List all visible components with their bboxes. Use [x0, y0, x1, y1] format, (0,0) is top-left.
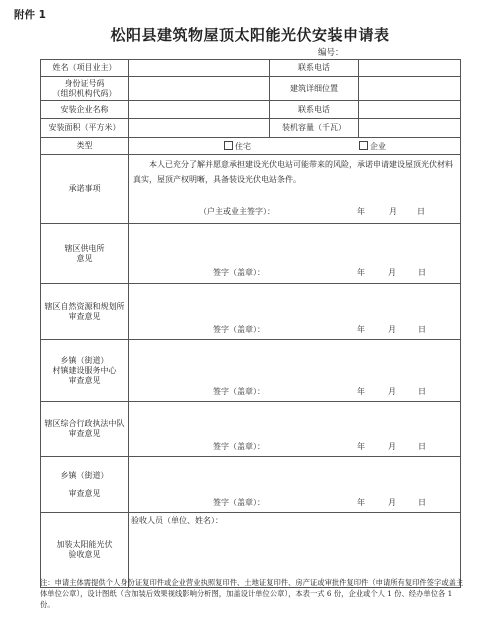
- township-opinion-label: 乡镇（街道） 审查意见: [41, 457, 129, 513]
- id-number-label: 身份证号码 （组织机构代码）: [41, 77, 129, 101]
- review-day: 日: [418, 268, 426, 277]
- review-day: 日: [418, 442, 426, 451]
- owner-name-label: 姓名（项目业主）: [41, 60, 129, 77]
- area-row: [41, 119, 461, 138]
- village-construction-opinion-label: 乡镇（街道） 村镇建设服务中心 审查意见: [41, 340, 129, 402]
- review-day: 日: [418, 387, 426, 396]
- review-year: 年: [357, 387, 365, 396]
- review-month: 月: [388, 268, 396, 277]
- acceptance-opinion-label: 加装太阳能光伏 验收意见: [41, 513, 129, 588]
- enterprise-checkbox[interactable]: [359, 141, 368, 150]
- law-enforcement-opinion-cell[interactable]: [129, 402, 461, 457]
- review-year: 年: [357, 268, 365, 277]
- review-signature-label: 签字（盖章）：: [213, 325, 265, 334]
- promise-label: 承诺事项: [41, 155, 129, 224]
- promise-statement: 本人已充分了解并愿意承担建设光伏电站可能带来的风险，承诺申请建设屋顶光伏材料真实，屋顶产权明晰，具备装设光伏电站条件。: [133, 160, 453, 184]
- application-form-table: [40, 59, 461, 588]
- review-row: [41, 224, 461, 284]
- id-number-field[interactable]: [129, 77, 270, 101]
- promise-month: 月: [389, 207, 397, 216]
- install-area-label: 安装面积（平方米）: [41, 119, 129, 138]
- township-opinion-cell[interactable]: [129, 457, 461, 513]
- review-year: 年: [357, 498, 365, 507]
- review-year: 年: [357, 442, 365, 451]
- serial-number-label: 编号：: [318, 48, 344, 58]
- review-signature-label: 签字（盖章）：: [213, 387, 265, 396]
- contact-phone-field[interactable]: [359, 60, 461, 77]
- village-construction-opinion-cell[interactable]: [129, 340, 461, 402]
- review-row: [41, 340, 461, 402]
- natural-resources-opinion-cell[interactable]: [129, 284, 461, 340]
- review-row: [41, 402, 461, 457]
- owner-signature-label: （户主或业主签字）：: [199, 207, 275, 216]
- review-signature-label: 签字（盖章）：: [213, 442, 265, 451]
- attachment-label: 附件 1: [14, 9, 46, 21]
- company-row: [41, 101, 461, 119]
- type-option-enterprise[interactable]: 企业: [359, 141, 386, 152]
- id-row: [41, 77, 461, 101]
- promise-day: 日: [417, 207, 425, 216]
- type-row: [41, 138, 461, 155]
- install-area-field[interactable]: [129, 119, 270, 138]
- type-options: [129, 138, 461, 155]
- company-phone-field[interactable]: [359, 101, 461, 119]
- review-day: 日: [418, 325, 426, 334]
- review-signature-label: 签字（盖章）：: [213, 268, 265, 277]
- review-year: 年: [357, 325, 365, 334]
- capacity-label: 装机容量（千瓦）: [270, 119, 359, 138]
- promise-year: 年: [357, 207, 365, 216]
- owner-name-field[interactable]: [129, 60, 270, 77]
- residential-checkbox[interactable]: [224, 141, 233, 150]
- law-enforcement-opinion-label: 辖区综合行政执法中队 审查意见: [41, 402, 129, 457]
- company-phone-label: 联系电话: [270, 101, 359, 119]
- name-row: [41, 60, 461, 77]
- natural-resources-opinion-label: 辖区自然资源和规划所 审查意见: [41, 284, 129, 340]
- review-month: 月: [388, 325, 396, 334]
- power-station-opinion-label: 辖区供电所 意见: [41, 224, 129, 284]
- review-month: 月: [388, 498, 396, 507]
- review-signature-label: 签字（盖章）：: [213, 498, 265, 507]
- review-day: 日: [418, 498, 426, 507]
- inspector-label: 验收人员（单位、姓名）：: [131, 516, 223, 525]
- footnote: 注：申请主体需提供个人身份证复印件或企业营业执照复印件、土地证复印件、房产证或审批件复印件（申请所有复印件签字或盖主体单位公章），设计图纸（含加装后效果视线影响分析图，加盖设计单位公章），本表一式 6 份，企业或个人 1 份、经办单位各 1 份。: [40, 578, 464, 609]
- form-title: 松阳县建筑物屋顶太阳能光伏安装申请表: [110, 26, 390, 44]
- building-address-field[interactable]: [359, 77, 461, 101]
- review-row: [41, 457, 461, 513]
- contact-phone-label: 联系电话: [270, 60, 359, 77]
- installer-company-field[interactable]: [129, 101, 270, 119]
- installer-company-label: 安装企业名称: [41, 101, 129, 119]
- power-station-opinion-cell[interactable]: [129, 224, 461, 284]
- type-label: 类型: [41, 138, 129, 155]
- review-month: 月: [388, 442, 396, 451]
- type-option-residential[interactable]: 住宅: [224, 141, 251, 152]
- promise-cell: [129, 155, 461, 224]
- promise-row: [41, 155, 461, 224]
- review-month: 月: [388, 387, 396, 396]
- capacity-field[interactable]: [359, 119, 461, 138]
- building-address-label: 建筑详细位置: [270, 77, 359, 101]
- review-row: [41, 284, 461, 340]
